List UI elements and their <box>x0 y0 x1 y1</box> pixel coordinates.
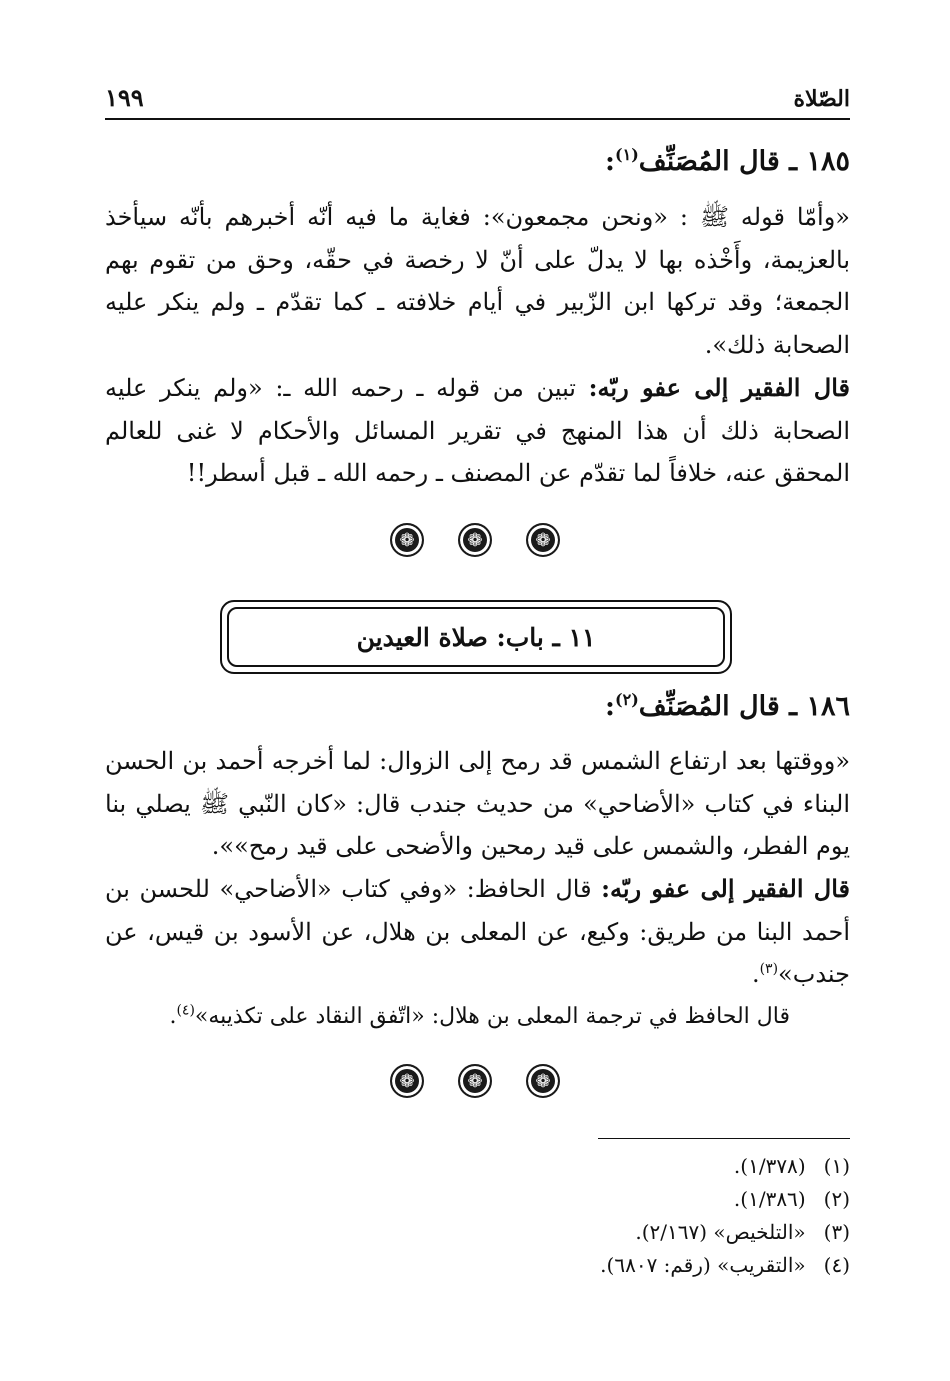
chapter-title-frame <box>220 600 732 674</box>
footnote-number: (١) <box>823 1154 850 1178</box>
footnote-ref-4: (٤) <box>176 1002 195 1019</box>
footnote-ref-3: (٣) <box>759 961 779 977</box>
ornament-icon: ❁ <box>458 1064 492 1098</box>
footnote-divider <box>598 1138 850 1139</box>
ornament-separator-1 <box>0 523 950 557</box>
section-185-quote: «وأمّا قوله ﷺ : «ونحن مجمعون»: فغاية ما فيه أنّه أخبرهم بأنّه سيأخذ بالعزيمة، وأَخْذه بها لا يدلّ على أنّ لا رخصة في حقّه، وحق من تقوم بهم الجمعة؛ وقد تركها ابن الزّبير في أيام خلافته ـ كما تقدّم ـ ولم ينكر عليه الصحابة ذلك». <box>105 203 850 359</box>
section-186-quote: «ووقتها بعد ارتفاع الشمس قد رمح إلى الزوال: لما أخرجه أحمد بن الحسن البناء في كتاب «الأضاحي» من حديث جندب قال: «كان النّبي ﷺ يصلي بنا يوم الفطر، والشمس على قيد رمحين والأضحى على قيد رمح»». <box>105 747 850 860</box>
page-header <box>105 78 850 120</box>
footnote-ref-1: (١) <box>615 145 639 164</box>
section-186-heading <box>605 690 850 722</box>
section-185-heading-text: ١٨٥ ـ قال المُصَنِّف <box>638 146 850 177</box>
ornament-icon: ❁ <box>390 1064 424 1098</box>
section-186-heading-text: ١٨٦ ـ قال المُصَنِّف <box>638 691 850 722</box>
ornament-separator-2 <box>0 1064 950 1098</box>
chapter-title: ١١ ـ باب: صلاة العيدين <box>227 607 725 667</box>
hafiz-note <box>105 996 850 1039</box>
period: . <box>751 960 760 988</box>
footnote-2 <box>734 1187 850 1211</box>
ornament-icon: ❁ <box>526 1064 560 1098</box>
footnote-text: (١/٣٧٨). <box>733 1154 806 1178</box>
footnote-number: (٣) <box>823 1220 850 1244</box>
section-185-heading <box>605 145 850 177</box>
page-number: ١٩٩ <box>105 83 144 112</box>
footnote-text: «التلخيص» (٢/١٦٧). <box>635 1220 806 1244</box>
period: . <box>169 1004 177 1029</box>
footnote-text: «التقريب» (رقم: ٦٨٠٧). <box>600 1253 806 1277</box>
footnote-1 <box>734 1154 850 1178</box>
section-186-heading-colon: : <box>605 691 616 722</box>
section-185-commentary <box>105 367 850 495</box>
footnote-4 <box>600 1253 850 1277</box>
ornament-icon: ❁ <box>526 523 560 557</box>
faqir-text: تبين من قوله ـ رحمه الله ـ: «ولم ينكر عليه الصحابة ذلك أن هذا المنهج في تقرير المسائل والأحكام لا غنى للعالم المحقق عنه، خلافاً لما تقدّم عن المصنف ـ رحمه الله ـ قبل أسطر!! <box>105 374 850 487</box>
running-title: الصّلاة <box>793 86 850 112</box>
hafiz-text: قال الحافظ في ترجمة المعلى بن هلال: «اتّفق النقاد على تكذيبه» <box>194 1004 790 1029</box>
faqir-label: قال الفقير إلى عفو ربّه: <box>601 874 850 903</box>
ornament-icon: ❁ <box>390 523 424 557</box>
footnote-ref-2: (٢) <box>615 690 639 709</box>
ornament-icon: ❁ <box>458 523 492 557</box>
footnote-number: (٢) <box>823 1187 850 1211</box>
footnote-text: (١/٣٨٦). <box>733 1187 806 1211</box>
faqir-label: قال الفقير إلى عفو ربّه: <box>588 373 851 402</box>
faqir-text: قال الحافظ: «وفي كتاب «الأضاحي» للحسن بن أحمد البنا من طريق: وكيع، عن المعلى بن هلال، عن الأسود بن قيس، عن جندب» <box>105 875 850 988</box>
section-186-commentary <box>105 868 850 996</box>
footnote-3 <box>635 1220 850 1244</box>
section-185-heading-colon: : <box>605 146 616 177</box>
footnote-number: (٤) <box>823 1253 850 1277</box>
